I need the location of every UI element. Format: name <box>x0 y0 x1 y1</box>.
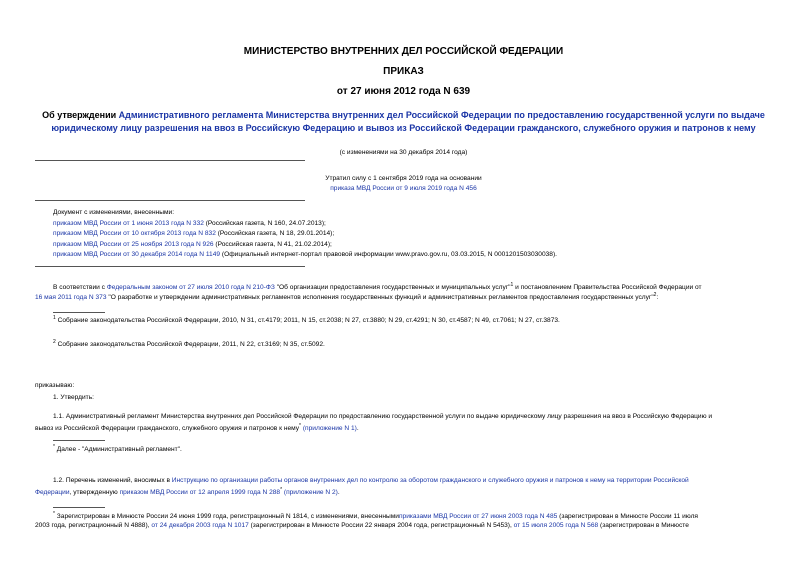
prikazyvayu: приказываю: <box>35 382 75 389</box>
subject-link[interactable]: Административного регламента Министерства внутренних дел Российской Федерации по предоставлению государственной услуги по выдаче <box>118 110 765 120</box>
changes-heading: Документ с изменениями, внесенными: <box>53 209 175 216</box>
subject-title <box>0 109 807 135</box>
instruction-link[interactable]: Инструкцию по организации работы органов внутренних дел по контролю за оборотом гражданского и служебного оружия и патронов к нему на территории Российской <box>171 477 689 484</box>
change-link[interactable]: приказом МВД России от 30 декабря 2014 года N 1149 <box>53 251 221 258</box>
change-item: приказом МВД России от 30 декабря 2014 года N 1149 (Официальный интернет-портал правовой информации www.pravo.gov.ru, 03.03.2015, N 0001201503030038). <box>53 251 558 258</box>
change-link[interactable]: приказом МВД России от 25 ноября 2013 года N 926 <box>53 240 214 248</box>
divider <box>35 160 305 161</box>
expired-text: Утратил силу с 1 сентября 2019 года на основании <box>325 175 482 182</box>
point-1-1: 1.1. Административный регламент Министерства внутренних дел Российской Федерации по предоставлению государственной услуги по выдаче юридическому лицу разрешения на ввоз в Российскую Федерацию и <box>53 413 713 420</box>
appendix-2-link[interactable]: (приложение N 2) <box>283 489 338 497</box>
preamble: В соответствии с Федеральным законом от 27 июля 2010 года N 210-ФЗ "Об организации предоставления государственных и муниципальных услуг"$^1$ и постановлением Правительства Российской Федерации от <box>53 282 702 292</box>
federal-law-link[interactable]: Федеральным законом от 27 июля 2010 года N 210-ФЗ <box>106 284 275 292</box>
expired-link[interactable] <box>0 184 807 193</box>
changes-list <box>53 208 557 261</box>
footnote-divider <box>53 312 105 313</box>
footnote-2: $^2$ Собрание законодательства Российской Федерации, 2011, N 22, ст.3169; N 35, ст.5092. <box>53 339 325 349</box>
preamble-cont: 16 мая 2011 года N 373 "О разработке и утверждении административных регламентов исполнения государственных функций и административных регламентов предоставления государственных услуг"$^2$: <box>35 292 659 302</box>
divider <box>35 200 305 201</box>
doc-type-heading: ПРИКАЗ <box>383 66 424 77</box>
order-288-link[interactable]: приказом МВД России от 12 апреля 1999 года N 288 <box>119 489 281 497</box>
change-item: приказом МВД России от 25 ноября 2013 года N 926 (Российская газета, N 41, 21.02.2014); <box>53 240 332 248</box>
appendix-1-link[interactable]: (приложение N 1) <box>302 425 357 433</box>
amend-order-link[interactable]: от 15 июля 2005 года N 568 <box>511 522 599 529</box>
amended-note: (с изменениями на 30 декабря 2014 года) <box>339 149 468 156</box>
subject-prefix: Об утверждении <box>42 110 119 120</box>
change-link[interactable]: приказом МВД России от 10 октября 2013 года N 832 <box>53 230 216 237</box>
subject-link-cont[interactable]: юридическому лицу разрешения на ввоз в Российскую Федерацию и вывоз из Российской Федерации гражданского, служебного оружия и патронов к нему <box>51 123 756 133</box>
government-decree-link[interactable]: 16 мая 2011 года N 373 <box>35 294 107 302</box>
footnote-3: * Далее - "Административный регламент". <box>53 444 182 454</box>
point-1-2-cont: Федерации, утвержденную приказом МВД России от 12 апреля 1999 года N 288* (приложение N 2). <box>35 487 340 497</box>
point-1-2: 1.2. Перечень изменений, вносимых в Инструкцию по организации работы органов внутренних дел по контролю за оборотом гражданского и служебного оружия и патронов к нему на территории Российской <box>53 477 689 484</box>
footnote-divider <box>53 440 105 441</box>
date-number-heading: от 27 июня 2012 года N 639 <box>336 86 471 97</box>
change-item: приказом МВД России от 10 октября 2013 года N 832 (Российская газета, N 18, 29.01.2014); <box>53 230 335 237</box>
change-link[interactable]: приказом МВД России от 1 июня 2013 года N 332 <box>53 219 204 227</box>
ministry-heading: МИНИСТЕРСТВО ВНУТРЕННИХ ДЕЛ РОССИЙСКОЙ ФЕДЕРАЦИИ <box>243 46 564 57</box>
expired-order-link[interactable]: приказа МВД России от 9 июля 2019 года N 456 <box>330 185 477 192</box>
amend-order-link[interactable]: приказами МВД России от 27 июня 2003 года N 485 <box>398 513 558 521</box>
footnote-divider <box>53 507 105 508</box>
footnote-4: * Зарегистрирован в Минюсте России 24 июня 1999 года, регистрационный N 1814, с изменениями, внесеннымиприказами МВД России от 27 июня 2003 года N 485 (зарегистрирован в Минюсте России 11 июля <box>53 511 698 521</box>
change-item: приказом МВД России от 1 июня 2013 года N 332 (Российская газета, N 160, 24.07.2013); <box>53 219 326 227</box>
footnote-4-cont: 2003 года, регистрационный N 4888), от 24 декабря 2003 года N 1017 (зарегистрирован в Минюсте России 22 января 2004 года, регистрационный N 5453), от 15 июля 2005 года N 568 (зарегистрирован в Минюсте <box>35 522 689 529</box>
instruction-link-cont[interactable]: Федерации <box>35 489 70 497</box>
amend-order-link[interactable]: от 24 декабря 2003 года N 1017 <box>149 522 249 529</box>
point-1-1-cont: вывоз из Российской Федерации гражданского, служебного оружия и патронов к нему* (приложение N 1). <box>35 423 359 433</box>
footnote-1: $^1$ Собрание законодательства Российской Федерации, 2010, N 31, ст.4179; 2011, N 15, ст.2038; N 27, ст.3880; N 29, ст.4291; N 30, ст.4587; N 49, ст.7061; N 27, ст.3873. <box>53 315 560 325</box>
point-1: 1. Утвердить: <box>53 394 94 401</box>
divider <box>35 266 305 267</box>
